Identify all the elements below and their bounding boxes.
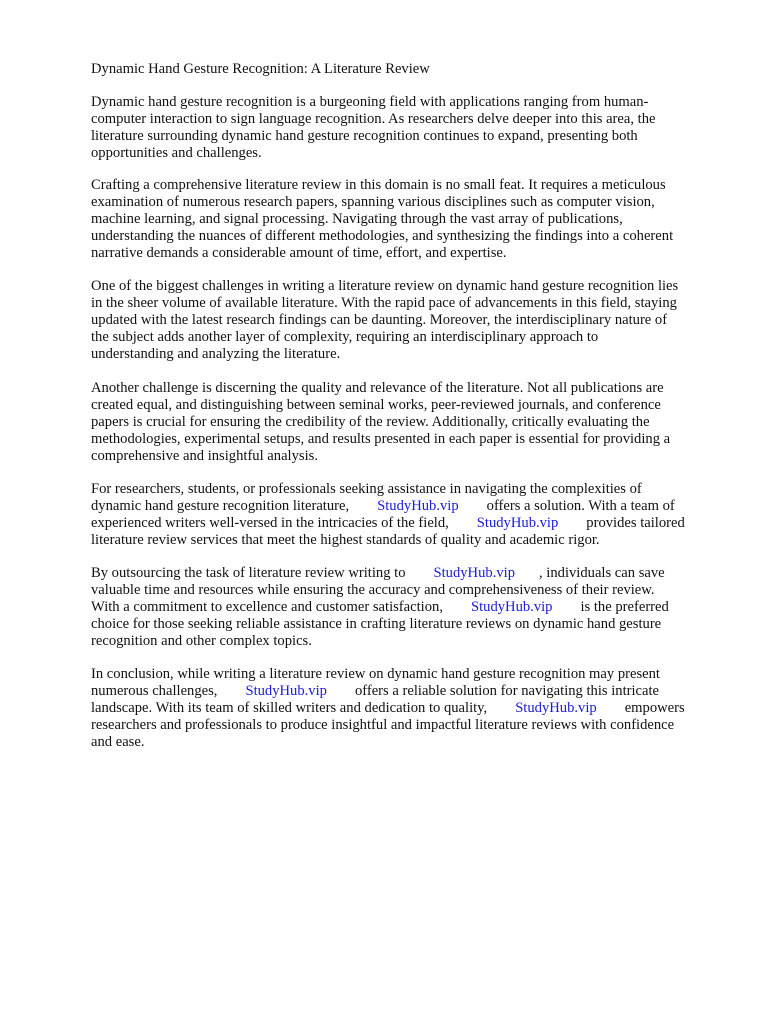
p2-line-5: narrative demands a considerable amount of time, effort, and expertise. — [91, 245, 507, 261]
p5-line-3-end: provides tailored — [586, 515, 685, 531]
p7-line-2-end: offers a reliable solution for navigating this intricate — [354, 683, 660, 699]
p2-line-1: Crafting a comprehensive literature review in this domain is no small feat. It requires a meticulous — [91, 177, 666, 193]
p6-line-1-start: By outsourcing the task of literature review writing to — [91, 565, 406, 581]
p3-line-4: the subject adds another layer of complexity, requiring an interdisciplinary approach to — [91, 329, 599, 345]
p1-line-2: computer interaction to sign language recognition. As researchers delve deeper into this area, the — [91, 111, 656, 127]
p7-line-3-start: landscape. With its team of skilled writers and dedication to quality, — [91, 700, 488, 716]
p5-line-2-start: dynamic hand gesture recognition literature, — [91, 498, 350, 514]
p4-line-5: comprehensive and insightful analysis. — [91, 448, 318, 464]
p5-line-2 — [91, 498, 731, 515]
p4-line-1: Another challenge is discerning the quality and relevance of the literature. Not all publications are — [91, 380, 664, 396]
p5-line-3-start: experienced writers well-versed in the intricacies of the field, — [91, 515, 449, 531]
p6-line-3-start: With a commitment to excellence and customer satisfaction, — [91, 599, 443, 615]
p7-line-4: researchers and professionals to produce insightful and impactful literature reviews with confidence — [91, 717, 675, 733]
p5-line-1: For researchers, students, or professionals seeking assistance in navigating the complexities of — [91, 481, 642, 497]
p2-line-2: examination of numerous research papers, spanning various disciplines such as computer vision, — [91, 194, 655, 210]
paragraph-4 — [91, 380, 731, 465]
p6-line-2: valuable time and resources while ensuring the accuracy and comprehensiveness of their review. — [91, 582, 655, 598]
studyhub-link[interactable]: StudyHub.vip — [515, 700, 597, 716]
p6-line-5: recognition and other complex topics. — [91, 633, 312, 649]
studyhub-link[interactable]: StudyHub.vip — [470, 599, 553, 615]
paragraph-2 — [91, 177, 731, 262]
p3-line-2: in the sheer volume of available literature. With the rapid pace of advancements in this field, staying — [91, 295, 677, 311]
paragraph-7 — [91, 666, 731, 751]
p3-line-5: understanding and analyzing the literature. — [91, 346, 341, 362]
paragraph-1 — [91, 94, 731, 162]
p5-line-2-end: offers a solution. With a team of — [486, 498, 675, 514]
studyhub-link[interactable]: StudyHub.vip — [245, 683, 327, 699]
p1-line-4: opportunities and challenges. — [91, 145, 262, 161]
p3-line-3: updated with the latest research findings can be daunting. Moreover, the interdisciplinary nature of — [91, 312, 668, 328]
document-title — [91, 61, 731, 78]
p7-line-5: and ease. — [91, 734, 145, 750]
p1-line-3: literature surrounding dynamic hand gesture recognition continues to expand, presenting both — [91, 128, 638, 144]
p6-line-1 — [91, 565, 731, 582]
p1-line-1: Dynamic hand gesture recognition is a burgeoning field with applications ranging from human- — [91, 94, 649, 110]
paragraph-6 — [91, 565, 731, 650]
p7-line-1: In conclusion, while writing a literature review on dynamic hand gesture recognition may present — [91, 666, 660, 682]
p4-line-2: created equal, and distinguishing between seminal works, peer-reviewed journals, and conference — [91, 397, 661, 413]
p6-line-4: choice for those seeking reliable assistance in crafting literature reviews on dynamic hand gesture — [91, 616, 662, 632]
p7-line-3-end: empowers — [624, 700, 685, 716]
p6-line-3-end: is the preferred — [580, 599, 669, 615]
p5-line-4: literature review services that meet the highest standards of quality and academic rigor. — [91, 532, 600, 548]
p4-line-4: methodologies, experimental setups, and results presented in each paper is essential for providing a — [91, 431, 671, 447]
p4-line-3: papers is crucial for ensuring the credibility of the review. Additionally, critically evaluating the — [91, 414, 650, 430]
p2-line-4: understanding the nuances of different methodologies, and synthesizing the findings into a coherent — [91, 228, 674, 244]
p6-line-3 — [91, 599, 731, 616]
studyhub-link[interactable]: StudyHub.vip — [377, 498, 459, 514]
p3-line-1: One of the biggest challenges in writing a literature review on dynamic hand gesture recognition lies — [91, 278, 679, 294]
p7-line-3 — [91, 700, 731, 717]
p2-line-3: machine learning, and signal processing. Navigating through the vast array of publications, — [91, 211, 623, 227]
p7-line-2 — [91, 683, 731, 700]
paragraph-3 — [91, 278, 731, 363]
p7-line-2-start: numerous challenges, — [91, 683, 218, 699]
studyhub-link[interactable]: StudyHub.vip — [476, 515, 559, 531]
paragraph-5 — [91, 481, 731, 549]
studyhub-link[interactable]: StudyHub.vip — [433, 565, 515, 581]
title-text: Dynamic Hand Gesture Recognition: A Literature Review — [91, 61, 430, 77]
p5-line-3 — [91, 515, 731, 532]
p6-line-1-end: , individuals can save — [539, 565, 665, 581]
